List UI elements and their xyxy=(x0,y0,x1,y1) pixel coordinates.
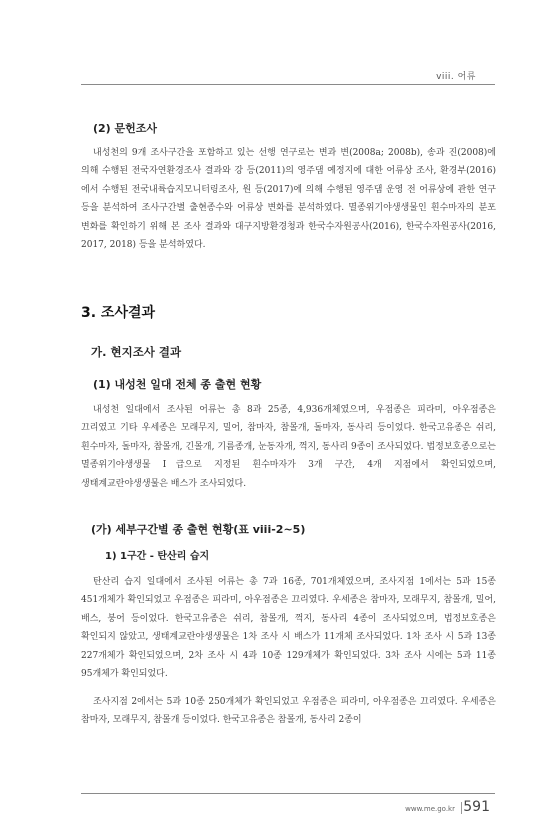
segment-detail-heading: (가) 세부구간별 종 출현 현황(표 viii-2~5) xyxy=(91,523,306,536)
segment-1-paragraph: 탄산리 습지 일대에서 조사된 어류는 총 7과 16종, 701개체였으며, 조사지점 1에서는 5과 15종 451개체가 확인되었고 우점종은 피라미, 아우점종은 끄리였다. 우세종은 참마자, 모래무지, 참몰개, 밀어, 배스, 붕어 등이었다. 한국고유종은 쉬리, 참몰개, 꺽지, 동사리 4종이 조사되었으며, 법정보호종은 확인되지 않았고, 생태계교란야생생물은 1차 조사 시 배스가 11개체 조사되었다. 1차 조사 시 5과 13종 227개체가 확인되었으며, 2차 조사 시 4과 10종 129개체가 확인되었다. 3차 조사 시에는 5과 11종 95개체가 확인되었다. xyxy=(81,577,496,680)
segment-1-paragraph-2: 조사지점 2에서는 5과 10종 250개체가 확인되었고 우점종은 피라미, 아우점종은 끄리였다. 우세종은 참마자, 모래무지, 참몰개 등이었다. 한국고유종은 참몰개, 동사리 2종이 xyxy=(81,697,496,726)
running-header: viii. 어류 xyxy=(436,72,476,82)
overall-status-paragraph: 내성천 일대에서 조사된 어류는 총 8과 25종, 4,936개체였으며, 우점종은 피라미, 아우점종은 끄리였고 기타 우세종은 모래무지, 밀어, 참마자, 참몰개, 돌마자, 동사리 등이었다. 한국고유종은 쉬리, 흰수마자, 돌마자, 참몰개, 긴몰개, 기름종개, 눈동자개, 꺽지, 동사리 9종이 조사되었다. 법정보호종으로는 멸종위기야생생물 Ⅰ급으로 지정된 흰수마자가 3개 구간, 4개 지점에서 확인되었으며, 생태계교란야생생물은 배스가 조사되었다. xyxy=(81,405,496,489)
footer-separator xyxy=(461,802,462,814)
page-number: 591 xyxy=(463,799,490,815)
footer-rule xyxy=(81,793,495,794)
field-survey-heading: 가. 현지조사 결과 xyxy=(91,345,182,359)
footer-url: www.me.go.kr xyxy=(405,805,455,813)
results-heading: 3. 조사결과 xyxy=(81,305,156,321)
segment-1-heading: 1) 1구간 - 탄산리 습지 xyxy=(105,551,210,562)
overall-status-heading: (1) 내성천 일대 전체 종 출현 현황 xyxy=(93,378,262,391)
lit-review-paragraph: 내성천의 9개 조사구간을 포함하고 있는 선행 연구로는 변과 변(2008a; 2008b), 송과 진(2008)에 의해 수행된 전국자연환경조사 결과와 강 등(2011)의 영주댐 예정지에 대한 어류상 조사, 환경부(2016)에서 수행된 전국내륙습지모니터링조사, 원 등(2017)에 의해 수행된 영주댐 운영 전 어류상에 관한 연구 등을 분석하여 조사구간별 출현종수와 어류상 변화를 분석하였다. 멸종위기야생생물인 흰수마자의 분포 변화를 확인하기 위해 본 조사 결과와 대구지방환경청과 한국수자원공사(2016), 한국수자원공사(2016, 2017, 2018) 등을 분석하였다. xyxy=(81,148,496,251)
lit-review-heading: (2) 문헌조사 xyxy=(93,122,158,135)
header-rule xyxy=(81,84,495,85)
